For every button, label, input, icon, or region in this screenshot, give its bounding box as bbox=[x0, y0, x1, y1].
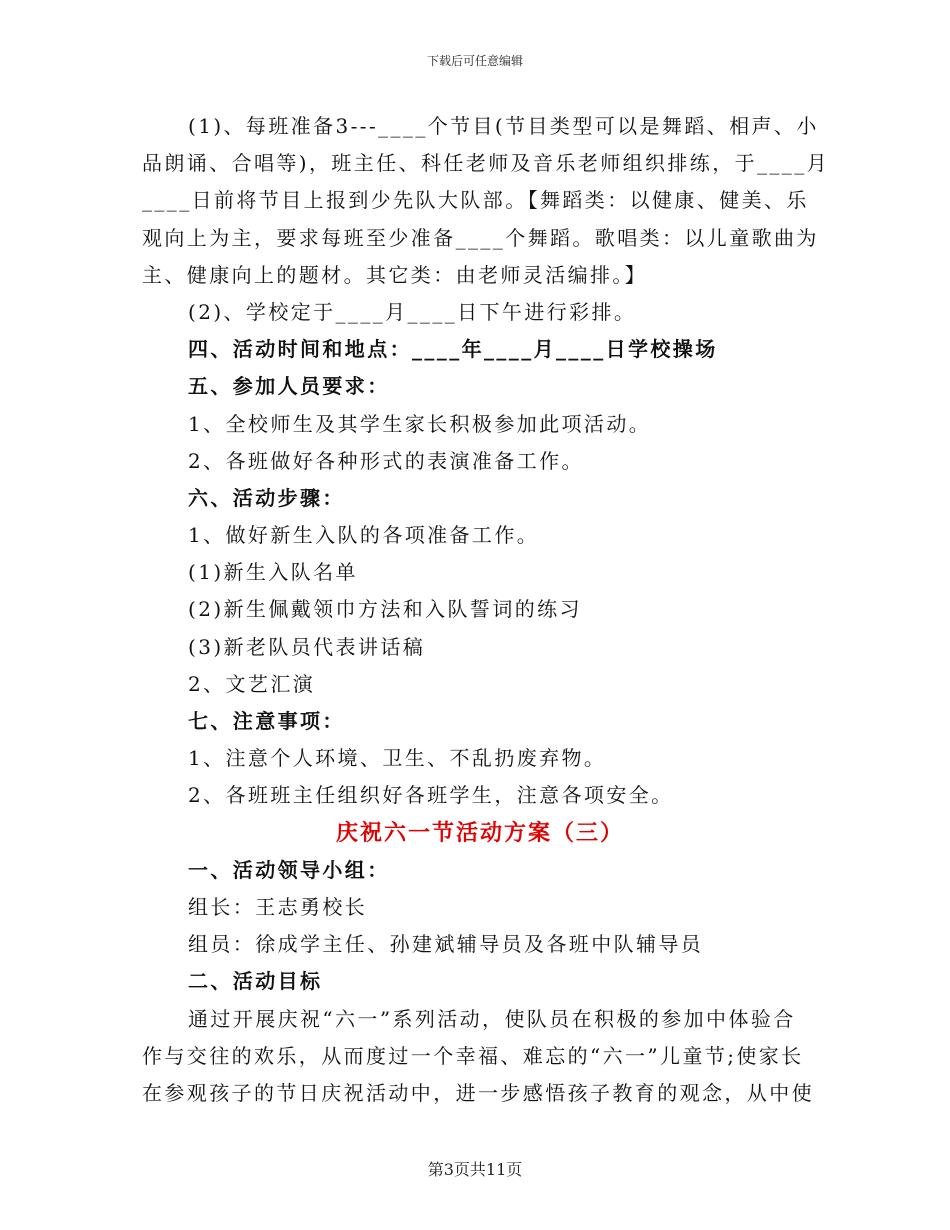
text-line: 1、做好新生入队的各项准备工作。 bbox=[188, 523, 540, 548]
text-line: (3)新老队员代表讲话稿 bbox=[188, 634, 426, 659]
text-line: 观向上为主，要求每班至少准备____个舞蹈。歌唱类：以儿童歌曲为 bbox=[142, 225, 819, 250]
text-line: 主、健康向上的题材。其它类：由老师灵活编排。】 bbox=[142, 262, 648, 287]
section-title: 庆祝六一节活动方案（三） bbox=[335, 819, 624, 846]
text-line: 通过开展庆祝“六一”系列活动，使队员在积极的参加中体验合 bbox=[188, 1006, 796, 1031]
section-heading: 二、活动目标 bbox=[188, 969, 323, 994]
section-heading: 七、注意事项： bbox=[188, 709, 345, 733]
text-line: 1、全校师生及其学生家长积极参加此项活动。 bbox=[188, 411, 652, 436]
section-heading: 四、活动时间和地点：____年____月____日学校操场 bbox=[188, 337, 718, 362]
section-heading: 一、活动领导小组： bbox=[188, 857, 390, 882]
text-line: 作与交往的欢乐，从而度过一个幸福、难忘的“六一”儿童节;使家长 bbox=[142, 1043, 804, 1068]
page-footer: 第3页共11页 bbox=[427, 1160, 523, 1179]
text-line: 2、各班班主任组织好各班学生，注意各项安全。 bbox=[188, 783, 674, 808]
section-heading: 六、活动步骤： bbox=[188, 485, 345, 510]
text-line: 1、注意个人环境、卫生、不乱扔废弃物。 bbox=[188, 746, 607, 771]
text-line: (1)、每班准备3---____个节目(节目类型可以是舞蹈、相声、小 bbox=[188, 114, 819, 138]
text-line: 组长：王志勇校长 bbox=[188, 894, 368, 919]
text-line: 在参观孩子的节日庆祝活动中，进一步感悟孩子教育的观念，从中使 bbox=[142, 1080, 814, 1105]
text-line: (2)、学校定于____月____日下午进行彩排。 bbox=[188, 299, 637, 324]
text-line: 组员：徐成学主任、孙建斌辅导员及各班中队辅导员 bbox=[188, 932, 704, 957]
section-heading: 五、参加人员要求： bbox=[188, 374, 390, 399]
text-line: (2)新生佩戴领巾方法和入队誓词的练习 bbox=[188, 597, 582, 622]
text-line: ____日前将节目上报到少先队大队部。【舞蹈类：以健康、健美、乐 bbox=[142, 188, 809, 213]
text-line: (1)新生入队名单 bbox=[188, 560, 358, 585]
text-line: 2、各班做好各种形式的表演准备工作。 bbox=[188, 448, 584, 473]
text-line: 品朗诵、合唱等)，班主任、科任老师及音乐老师组织排练，于____月 bbox=[142, 151, 830, 176]
text-line: 2、文艺汇演 bbox=[188, 671, 316, 696]
page-header: 下载后可任意编辑 bbox=[426, 54, 523, 68]
document-body bbox=[142, 108, 830, 1112]
